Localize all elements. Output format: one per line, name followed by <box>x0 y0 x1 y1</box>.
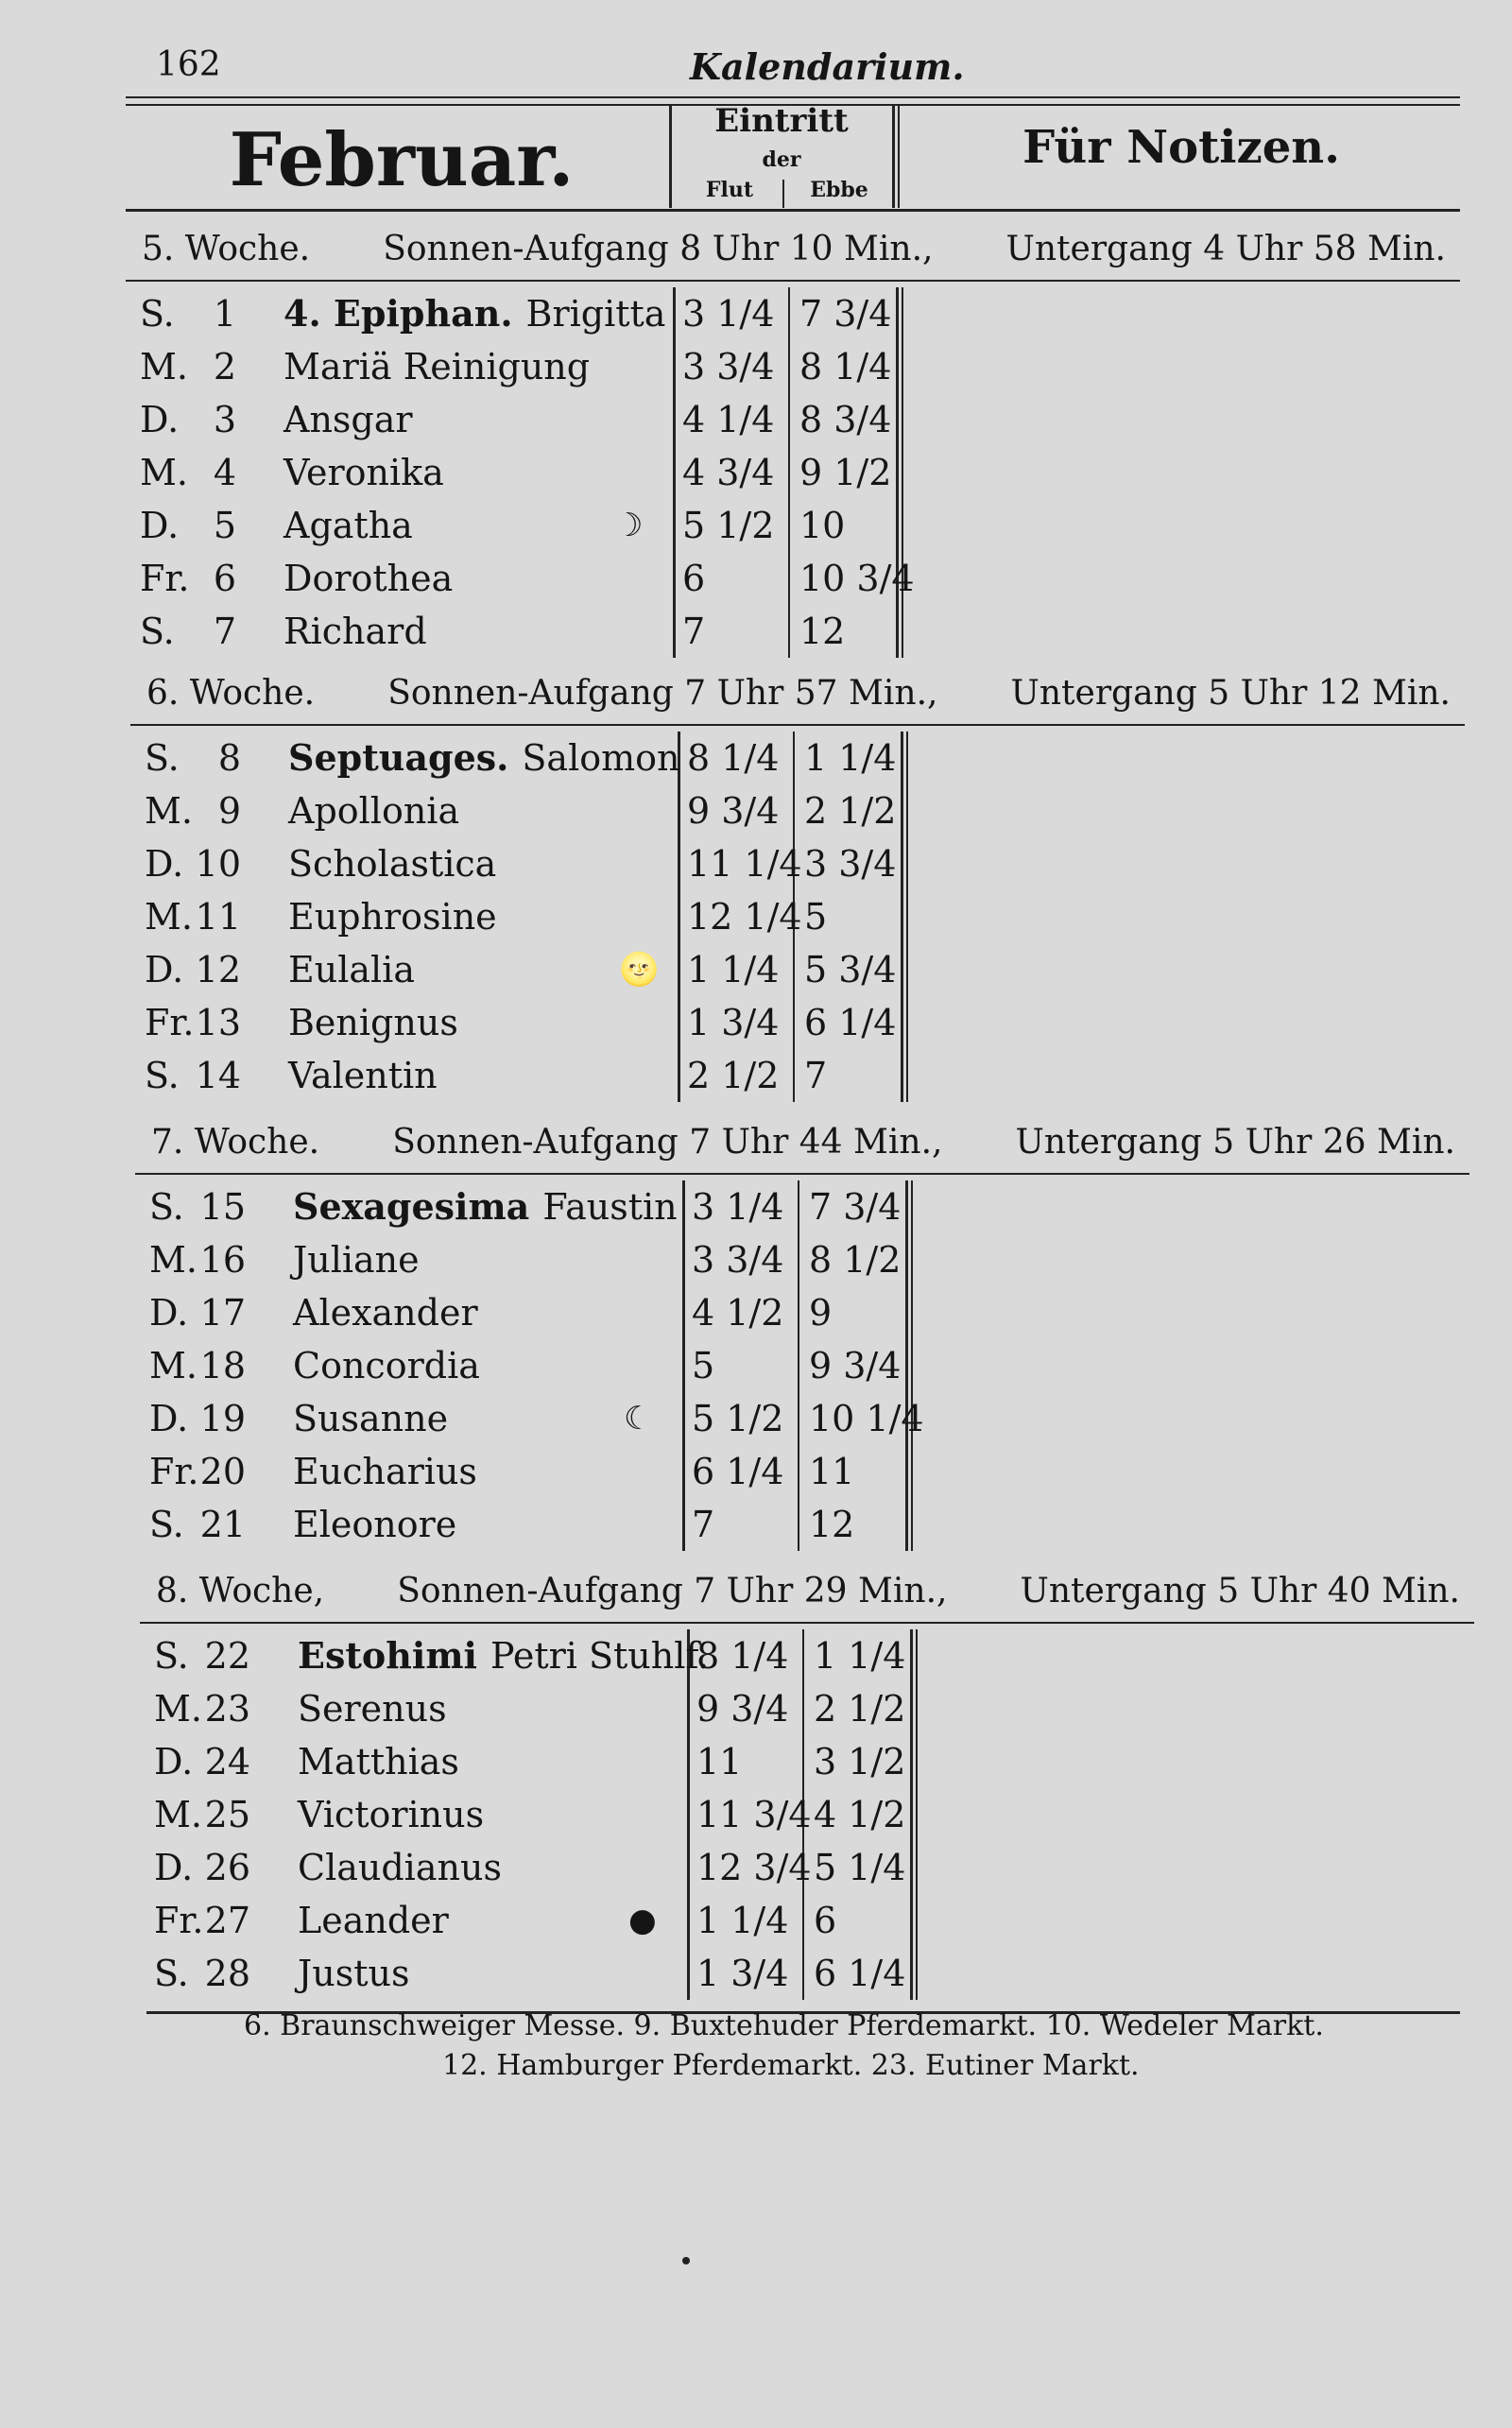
sunset-text: Untergang 5 Uhr 40 Min. <box>1020 1572 1460 1610</box>
day-number: 24 <box>204 1741 250 1782</box>
day-number: 17 <box>199 1292 246 1334</box>
flut-time: 3 3/4 <box>682 346 775 387</box>
flut-time: 9 3/4 <box>687 790 780 832</box>
ebbe-time: 4 1/2 <box>814 1794 906 1835</box>
flut-time: 12 3/4 <box>696 1847 812 1888</box>
saint-name: Serenus <box>298 1688 447 1730</box>
saint-name: Alexander <box>293 1292 478 1334</box>
flut-time: 11 <box>696 1741 743 1782</box>
day-row <box>0 1339 1418 1392</box>
day-number: 6 <box>213 558 236 599</box>
flut-time: 9 3/4 <box>696 1688 789 1730</box>
ebbe-time: 8 1/2 <box>809 1239 902 1281</box>
saint-name: Veronika <box>284 452 444 493</box>
saint-name: Matthias <box>298 1741 459 1782</box>
day-number: 21 <box>199 1504 246 1545</box>
saint-name: Petri Stuhlf. <box>490 1635 710 1677</box>
day-row <box>0 1682 1418 1735</box>
weekday-abbr: Fr. <box>149 1451 199 1492</box>
day-row <box>0 1445 1418 1498</box>
day-number: 9 <box>217 790 241 832</box>
day-number: 23 <box>204 1688 250 1730</box>
flut-time: 3 1/4 <box>692 1186 784 1228</box>
moon-phase-icon: ☾ <box>624 1400 653 1438</box>
day-row <box>0 1498 1418 1551</box>
day-number: 20 <box>199 1451 246 1492</box>
ebbe-time: 11 <box>809 1451 855 1492</box>
ebbe-time: 7 <box>804 1055 828 1096</box>
weekday-abbr: D. <box>149 1398 189 1439</box>
flut-time: 4 1/2 <box>692 1292 784 1334</box>
day-number: 26 <box>204 1847 250 1888</box>
saint-name: Valentin <box>288 1055 438 1096</box>
weekday-abbr: S. <box>154 1953 189 1994</box>
sunset-text: Untergang 5 Uhr 12 Min. <box>1010 674 1451 713</box>
ebbe-time: 5 1/4 <box>814 1847 906 1888</box>
sunday-name: Estohimi <box>298 1634 477 1677</box>
weekday-abbr: S. <box>140 293 175 335</box>
flut-time: 5 1/2 <box>692 1398 784 1439</box>
week-rule <box>130 724 1465 726</box>
ebbe-time: 6 1/4 <box>804 1002 897 1043</box>
ebbe-time: 5 3/4 <box>804 949 897 990</box>
day-number: 3 <box>213 399 236 440</box>
day-row <box>0 996 1418 1049</box>
saint-name: Benignus <box>288 1002 458 1043</box>
flut-time: 1 3/4 <box>696 1953 789 1994</box>
weekday-abbr: S. <box>154 1635 189 1677</box>
saint-name: Eulalia <box>288 949 415 990</box>
day-row <box>0 732 1418 784</box>
week-header <box>156 1565 1460 1618</box>
day-row <box>0 605 1418 658</box>
week-rule <box>135 1173 1469 1175</box>
ebbe-time: 3 3/4 <box>804 843 897 885</box>
week-label: 6. Woche. <box>146 674 316 713</box>
print-speck <box>682 2257 690 2264</box>
sunrise-text: Sonnen-Aufgang 7 Uhr 44 Min., <box>392 1123 943 1162</box>
ebbe-time: 5 <box>804 896 828 938</box>
flut-time: 3 1/4 <box>682 293 775 335</box>
weekday-abbr: D. <box>149 1292 189 1334</box>
week-header <box>142 223 1446 276</box>
weekday-abbr: S. <box>145 737 180 779</box>
saint-name: Brigitta <box>525 293 666 335</box>
saint-name: Ansgar <box>284 399 413 440</box>
page-number: 162 <box>156 45 221 84</box>
week-rule <box>126 280 1460 282</box>
day-number: 16 <box>199 1239 246 1281</box>
week-label: 8. Woche, <box>156 1572 325 1610</box>
sunrise-text: Sonnen-Aufgang 7 Uhr 57 Min., <box>387 674 938 713</box>
weekday-abbr: Fr. <box>154 1900 204 1941</box>
flut-time: 1 1/4 <box>696 1900 789 1941</box>
weekday-abbr: Fr. <box>145 1002 195 1043</box>
ebbe-time: 8 1/4 <box>799 346 892 387</box>
saint-name: Apollonia <box>288 790 460 832</box>
flut-time: 1 1/4 <box>687 949 780 990</box>
flut-time: 8 1/4 <box>696 1635 789 1677</box>
week-header <box>146 667 1451 720</box>
day-number: 1 <box>213 293 236 335</box>
weekday-abbr: M. <box>145 790 193 832</box>
day-number: 14 <box>195 1055 241 1096</box>
weekday-abbr: S. <box>149 1186 184 1228</box>
weekday-abbr: M. <box>154 1688 202 1730</box>
saint-name: Claudianus <box>298 1847 502 1888</box>
weekday-abbr: S. <box>140 611 175 652</box>
ebbe-time: 1 1/4 <box>804 737 897 779</box>
running-title: Kalendarium. <box>690 45 965 88</box>
ebbe-time: 10 1/4 <box>809 1398 924 1439</box>
day-row <box>0 943 1418 996</box>
footnote-line-2: 12. Hamburger Pferdemarkt. 23. Eutiner Markt. <box>442 2049 1140 2082</box>
footnote-line-1: 6. Braunschweiger Messe. 9. Buxtehuder Pferdemarkt. 10. Wedeler Markt. <box>244 2009 1324 2042</box>
day-row <box>0 1392 1418 1445</box>
header-divider-mid <box>782 180 784 208</box>
day-number: 2 <box>213 346 236 387</box>
week-header <box>151 1116 1455 1169</box>
saint-name: Victorinus <box>298 1794 485 1835</box>
ebbe-time: 2 1/2 <box>804 790 897 832</box>
flut-time: 7 <box>692 1504 715 1545</box>
weekday-abbr: M. <box>149 1239 198 1281</box>
column-header-der: der <box>762 147 801 172</box>
saint-name: Euphrosine <box>288 896 497 938</box>
header-bottom-rule <box>126 209 1460 212</box>
header-divider-right-2 <box>898 106 900 208</box>
ebbe-time: 10 <box>799 505 846 546</box>
saint-name: Juliane <box>293 1239 420 1281</box>
weekday-abbr: M. <box>149 1345 198 1386</box>
day-row <box>0 552 1418 605</box>
day-row <box>0 499 1418 552</box>
day-number: 19 <box>199 1398 246 1439</box>
sunday-name: 4. Epiphan. <box>284 292 513 335</box>
saint-name: Dorothea <box>284 558 454 599</box>
sunset-text: Untergang 4 Uhr 58 Min. <box>1005 230 1446 268</box>
ebbe-time: 9 1/2 <box>799 452 892 493</box>
saint-name: Scholastica <box>288 843 497 885</box>
day-row <box>0 1947 1418 2000</box>
flut-time: 5 1/2 <box>682 505 775 546</box>
column-header-ebbe: Ebbe <box>810 178 868 202</box>
saint-name: Concordia <box>293 1345 480 1386</box>
weekday-abbr: M. <box>140 452 188 493</box>
flut-time: 11 1/4 <box>687 843 802 885</box>
weekday-abbr: M. <box>145 896 193 938</box>
day-row <box>0 1049 1418 1102</box>
day-number: 11 <box>195 896 241 938</box>
day-number: 5 <box>213 505 236 546</box>
flut-time: 7 <box>682 611 706 652</box>
month-title: Februar. <box>229 117 575 203</box>
sunrise-text: Sonnen-Aufgang 8 Uhr 10 Min., <box>383 230 934 268</box>
day-number: 18 <box>199 1345 246 1386</box>
day-row <box>0 393 1418 446</box>
day-row <box>0 1180 1418 1233</box>
saint-name: Mariä Reinigung <box>284 346 591 387</box>
week-label: 5. Woche. <box>142 230 311 268</box>
week-label: 7. Woche. <box>151 1123 320 1162</box>
day-row <box>0 1629 1418 1682</box>
ebbe-time: 6 <box>814 1900 837 1941</box>
saint-name: Agatha <box>284 505 413 546</box>
flut-time: 8 1/4 <box>687 737 780 779</box>
ebbe-time: 9 3/4 <box>809 1345 902 1386</box>
flut-time: 1 3/4 <box>687 1002 780 1043</box>
day-number: 13 <box>195 1002 241 1043</box>
header-divider-left <box>669 106 672 208</box>
ebbe-time: 8 3/4 <box>799 399 892 440</box>
saint-name: Eucharius <box>293 1451 477 1492</box>
ebbe-time: 3 1/2 <box>814 1741 906 1782</box>
sunday-name: Septuages. <box>288 736 509 779</box>
day-row <box>0 1894 1418 1947</box>
day-number: 25 <box>204 1794 250 1835</box>
day-number: 22 <box>204 1635 250 1677</box>
flut-time: 4 1/4 <box>682 399 775 440</box>
moon-phase-icon: 🌝 <box>619 951 660 989</box>
flut-time: 12 1/4 <box>687 896 802 938</box>
day-row <box>0 1735 1418 1788</box>
day-number: 10 <box>195 843 241 885</box>
day-row <box>0 1286 1418 1339</box>
flut-time: 6 1/4 <box>692 1451 784 1492</box>
day-number: 12 <box>195 949 241 990</box>
column-header-flut: Flut <box>705 178 754 202</box>
moon-phase-icon: ☽ <box>614 507 644 544</box>
ebbe-time: 10 3/4 <box>799 558 915 599</box>
weekday-abbr: D. <box>145 949 184 990</box>
day-row <box>0 1788 1418 1841</box>
saint-name: Justus <box>298 1953 410 1994</box>
day-row <box>0 1841 1418 1894</box>
day-row <box>0 446 1418 499</box>
saint-name: Eleonore <box>293 1504 457 1545</box>
flut-time: 5 <box>692 1345 715 1386</box>
ebbe-time: 12 <box>799 611 846 652</box>
ebbe-time: 7 3/4 <box>799 293 892 335</box>
saint-name: Faustin <box>542 1186 678 1228</box>
saint-name: Salomon <box>522 737 680 779</box>
day-row <box>0 837 1418 890</box>
ebbe-time: 9 <box>809 1292 833 1334</box>
sunday-name: Sexagesima <box>293 1185 530 1228</box>
ebbe-time: 2 1/2 <box>814 1688 906 1730</box>
weekday-abbr: D. <box>140 505 180 546</box>
saint-name: Richard <box>284 611 427 652</box>
ebbe-time: 12 <box>809 1504 855 1545</box>
moon-phase-icon: ● <box>628 1902 657 1939</box>
column-header-eintritt: Eintritt <box>714 102 849 140</box>
weekday-abbr: D. <box>154 1847 194 1888</box>
week-rule <box>140 1622 1474 1624</box>
flut-time: 6 <box>682 558 706 599</box>
weekday-abbr: D. <box>140 399 180 440</box>
column-header-notes: Für Notizen. <box>1022 121 1340 174</box>
top-rule <box>126 96 1460 98</box>
weekday-abbr: S. <box>145 1055 180 1096</box>
ebbe-time: 6 1/4 <box>814 1953 906 1994</box>
day-row <box>0 784 1418 837</box>
day-number: 27 <box>204 1900 250 1941</box>
weekday-abbr: S. <box>149 1504 184 1545</box>
day-number: 15 <box>199 1186 246 1228</box>
flut-time: 4 3/4 <box>682 452 775 493</box>
flut-time: 11 3/4 <box>696 1794 812 1835</box>
day-number: 8 <box>217 737 241 779</box>
ebbe-time: 1 1/4 <box>814 1635 906 1677</box>
day-number: 4 <box>213 452 236 493</box>
weekday-abbr: D. <box>154 1741 194 1782</box>
saint-name: Leander <box>298 1900 449 1941</box>
day-row <box>0 890 1418 943</box>
day-row <box>0 287 1418 340</box>
flut-time: 3 3/4 <box>692 1239 784 1281</box>
sunset-text: Untergang 5 Uhr 26 Min. <box>1015 1123 1455 1162</box>
day-row <box>0 1233 1418 1286</box>
flut-time: 2 1/2 <box>687 1055 780 1096</box>
day-row <box>0 340 1418 393</box>
header-divider-right <box>892 106 895 208</box>
saint-name: Susanne <box>293 1398 449 1439</box>
weekday-abbr: M. <box>154 1794 202 1835</box>
ebbe-time: 7 3/4 <box>809 1186 902 1228</box>
weekday-abbr: D. <box>145 843 184 885</box>
weekday-abbr: M. <box>140 346 188 387</box>
weekday-abbr: Fr. <box>140 558 190 599</box>
day-number: 28 <box>204 1953 250 1994</box>
day-number: 7 <box>213 611 236 652</box>
sunrise-text: Sonnen-Aufgang 7 Uhr 29 Min., <box>397 1572 948 1610</box>
